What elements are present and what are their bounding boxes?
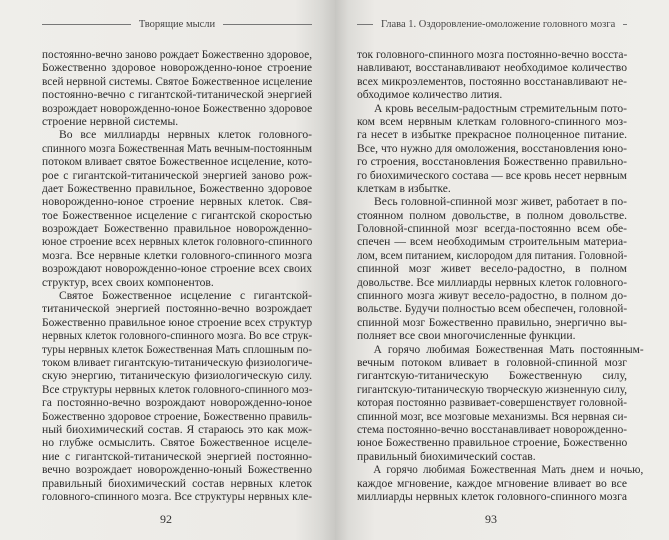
text-line: спинного мозга Божественная Мать вечным-постоянным — [42, 141, 312, 155]
page-number: 93 — [485, 512, 497, 526]
text-line: тое Божественное исцеление с гигантской скоростью — [42, 208, 312, 222]
text-line: А горячо любимая Божественная Мать днем и ночью, — [373, 463, 644, 477]
header-title: Творящие мысли — [138, 19, 216, 30]
text-line: Головной-спинной мозг всегда-постоянно всем обе- — [357, 222, 627, 236]
text-line: Все, что нужно для омоложения, восстановления юно- — [357, 141, 628, 155]
text-line: га несет в избытке прекрасное полноценное питание. — [357, 128, 627, 142]
text-line: стоянном полном довольстве, в полном довольстве. — [357, 208, 627, 222]
text-line: юное строение всех нервных клеток головного-спинного — [42, 235, 313, 249]
page-number: 92 — [160, 512, 172, 526]
text-line: ние с гигантской-титанической энергией постоянно- — [42, 449, 312, 463]
text-line: строение нервной системы. — [42, 114, 179, 128]
text-line: рое с гигантской-титанической энергией заново рож- — [42, 168, 312, 182]
text-line: ный биохимический состав. Я стараюсь это как мож- — [42, 422, 312, 436]
page-body — [42, 48, 312, 503]
text-line: Божественно правильное юное строение всех структур — [42, 315, 313, 329]
text-line: полняет все свои многочисленные функции. — [357, 329, 576, 343]
text-line: дает Божественно правильное, Божественно здоровое — [42, 181, 312, 195]
text-line: спинной мозг Божественно правильно, энергично вы- — [357, 315, 627, 329]
header-rule — [42, 24, 131, 25]
text-line: спечен — всем необходимым строительным материа- — [357, 235, 627, 249]
text-line: вечным потоком вливает в головной-спинной мозг — [357, 355, 627, 369]
text-line: возрождают новорожденно-юное строение всех своих — [42, 262, 312, 276]
text-line: которая постоянно развивает-совершенствует головной- — [357, 396, 627, 410]
text-line: обходимое количество лития. — [357, 88, 503, 102]
text-line: стема постоянно-вечно восстанавливает новорожденно- — [357, 422, 627, 436]
text-line: гигантскую-титаническую творческую жизненную силу, — [357, 382, 628, 396]
text-line: током вливает гигантскую-титаническую физиологиче- — [42, 355, 313, 369]
text-line: гигантскую-титаническую Божественную силу, — [357, 369, 627, 383]
text-line: вечно возрождает новорожденно-юный Божественно — [42, 463, 312, 477]
text-line: го биохимического состава — все кровь несет нервным — [357, 168, 627, 182]
header-rule — [223, 24, 312, 25]
text-line: вольстве. Будучи полностью всем обеспечен, головной- — [357, 302, 628, 316]
text-line: но глубже осмыслить. Святое Божественное исцеле- — [42, 436, 312, 450]
text-line: новорожденно-юное строение нервных клеток. Свя- — [42, 195, 312, 209]
text-line: га постоянно-вечно возрождают новорожденно-юное — [42, 396, 312, 410]
header-rule — [357, 24, 373, 25]
text-line: ток головного-спинного мозга постоянно-вечно восста- — [357, 48, 628, 61]
text-line: постоянно-вечно заново рождает Божественно здоровое, — [42, 48, 312, 61]
text-line: лом, всем питанием, кислородом для питания. Головной- — [357, 248, 628, 262]
text-line: всей нервной системы. Святое Божественное исцеление — [42, 74, 313, 88]
text-line: го строения, восстановления Божественно правильно- — [357, 155, 627, 169]
running-header — [357, 19, 627, 30]
text-line: головного-спинного мозга. Все структуры нервных кле- — [42, 489, 312, 503]
text-line: Весь головной-спинной мозг живет, работает в по- — [374, 195, 627, 209]
text-line: спинного мозга живут весело-радостно, в полном до- — [357, 289, 627, 303]
text-line: юное Божественно правильное строение, Божественно — [357, 436, 628, 450]
text-line: мозга. Все нервные клетки головного-спинного мозга — [42, 248, 312, 262]
text-line: туры нервных клеток Божественная Мать сплошным по- — [42, 342, 312, 356]
right-page — [335, 0, 669, 540]
text-line: Святое Божественное исцеление с гигантской- — [59, 289, 312, 303]
text-line: возрождает новорожденно-юное Божественно здоровое — [42, 101, 313, 115]
text-line: навливают, восстанавливают необходимое количество — [357, 61, 627, 75]
text-line: Божественно здоровое новорожденно-юное строение — [42, 61, 312, 75]
text-line: довольстве. Все миллиарды нервных клеток головного- — [357, 275, 627, 289]
text-line: Во все миллиарды нервных клеток головного- — [59, 128, 312, 142]
text-line: правильный биохимический состав. — [357, 449, 536, 463]
text-line: спинной мозг живет весело-радостно, в полном — [357, 262, 627, 276]
text-line: А кровь веселым-радостным стремительным пото- — [374, 101, 627, 115]
text-line: спинной мозг, все мозговые механизмы. Вся нервная си- — [357, 409, 628, 423]
text-line: постоянно-вечно с гигантской-титанической энергией — [42, 88, 312, 102]
page-body — [357, 48, 644, 503]
header-title: Глава 1. Оздоровление-омоложение головного мозга — [381, 19, 616, 30]
text-line: потоком вливает святое Божественное исцеление, кото- — [42, 155, 312, 169]
text-line: каждое мгновение, каждое мгновение вливает во все — [357, 476, 627, 490]
text-line: ком всем нервным клеткам головного-спинного моз- — [357, 114, 627, 128]
text-line: клеткам в избытке. — [357, 181, 451, 195]
text-line: нервных клеток головного-спинного мозга. Во все струк- — [42, 329, 313, 343]
text-line: правильный биохимический состав нервных клеток — [42, 476, 312, 490]
text-line: структур, всех своих компонентов. — [42, 275, 214, 289]
text-line: Все структуры нервных клеток головного-спинного моз- — [42, 382, 313, 396]
text-line: титанической энергией постоянно-вечно возрождает — [42, 302, 312, 316]
text-line: возрождает Божественно правильное новорожденно- — [42, 222, 312, 236]
text-line: Божественно здоровое строение, Божественно правиль- — [42, 409, 313, 423]
text-line: скую энергию, титаническую физиологическую силу. — [42, 369, 312, 383]
header-rule — [623, 24, 627, 25]
running-header — [42, 19, 312, 30]
text-line: всех микроэлементов, постоянно восстанавливают не- — [357, 74, 627, 88]
text-line: миллиарды нервных клеток головного-спинного мозга — [357, 489, 627, 503]
text-line: А горячо любимая Божественная Мать постоянным- — [373, 342, 644, 356]
